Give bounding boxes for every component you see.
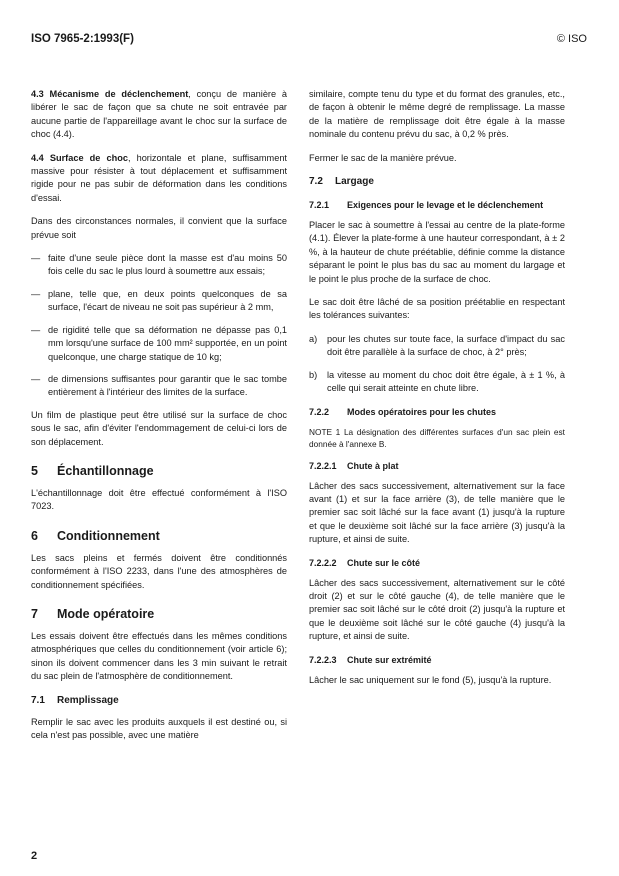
section-number: 7.2.1 xyxy=(309,200,330,211)
left-column xyxy=(31,88,287,752)
section-7-2-1-text-2: Le sac doit être lâché de sa position préétablie en respectant les tolérances suivantes: xyxy=(309,297,565,321)
section-number: 7.2.2.1 xyxy=(309,460,337,471)
requirement-list xyxy=(31,252,287,400)
paragraph-film: Un film de plastique peut être utilisé sur la surface de choc sous le sac, afin d'éviter l'endommagement de celui-ci lors de son déplacement. xyxy=(31,409,287,447)
paragraph-4-4 xyxy=(31,152,287,206)
section-title: Exigences pour le levage et le déclenchement xyxy=(347,200,544,211)
text-4-3: , conçu de manière à libérer le sac de façon que sa chute ne soit entravée par aucune partie de l'appareillage avant le choc sur la surface de choc (4.4). xyxy=(31,89,287,140)
term-4-4: 4.4 Surface de choc xyxy=(31,152,128,163)
section-number: 5 xyxy=(31,463,38,478)
dash-mark: — xyxy=(31,288,41,299)
section-7-2-2-heading xyxy=(309,406,565,419)
section-7-1-text: Remplir le sac avec les produits auxquels il est destiné ou, si cela n'est pas possible, avec une matière xyxy=(31,716,287,740)
section-number: 7.2.2.3 xyxy=(309,654,337,665)
section-title: Remplissage xyxy=(57,694,119,706)
list-item-text: pour les chutes sur toute face, la surface d'impact du sac doit être parallèle à la surface de choc, à 2° près; xyxy=(327,333,565,358)
list-item xyxy=(309,369,565,396)
list-item-text: de dimensions suffisantes pour garantir que le sac tombe entièrement à l'intérieur des limites de la surface. xyxy=(48,373,287,398)
section-number: 6 xyxy=(31,528,38,543)
section-title: Mode opératoire xyxy=(57,606,155,621)
section-title: Largage xyxy=(335,176,374,188)
item-mark: a) xyxy=(309,333,318,344)
section-7-2-heading xyxy=(309,175,565,189)
section-7-1-heading xyxy=(31,694,287,708)
section-7-2-1-text-1: Placer le sac à soumettre à l'essai au centre de la plate-forme (4.1). Élever la plate-forme à une hauteur correspondant, à ± 2 %, à la hauteur de chute préétablie, définie comme la distance séparant le point le plus bas du sac au moment du largage et le point le plus proche de la surface de choc. xyxy=(309,220,565,284)
right-column xyxy=(309,88,565,697)
list-item xyxy=(31,288,287,315)
section-7-2-2-1-text: Lâcher des sacs successivement, alternativement sur la face avant (1) et sur la face arrière (3), de telle manière que le premier sac soit lâché sur la face avant (1) jusqu'à la rupture et que le deuxième soit lâché sur la face arrière (3) jusqu'à la rupture, et ainsi de suite. xyxy=(309,480,565,545)
section-7-2-2-1-heading xyxy=(309,460,565,473)
section-7-text: Les essais doivent être effectués dans les mêmes conditions atmosphériques que celles du conditionnement (voir article 6); sinon ils doivent commencer dans les 3 min suivant le retrait du sac plein de l'atmosphère de conditionnement. xyxy=(31,630,287,682)
paragraph-normal: Dans des circonstances normales, il convient que la surface prévue soit xyxy=(31,216,287,240)
paragraph-4-3 xyxy=(31,88,287,142)
dash-mark: — xyxy=(31,373,41,384)
list-item xyxy=(309,333,565,360)
section-title: Modes opératoires pour les chutes xyxy=(347,406,497,417)
document-id: ISO 7965-2:1993(F) xyxy=(31,33,134,45)
continued-text: similaire, compte tenu du type et du format des granules, etc., de façon à obtenir le même degré de remplissage. La masse de la matière de remplissage doit être égale à la masse nominale du contenu prévu du sac, à 0,2 % près. xyxy=(309,89,565,140)
section-number: 7 xyxy=(31,606,38,621)
section-6-heading xyxy=(31,528,287,544)
list-item xyxy=(31,252,287,279)
section-number: 7.2 xyxy=(309,176,323,188)
note-1: NOTE 1 La désignation des différentes surfaces d'un sac plein est donnée à l'annexe B. xyxy=(309,426,565,449)
section-7-2-2-3-text: Lâcher le sac uniquement sur le fond (5), jusqu'à la rupture. xyxy=(309,674,552,685)
section-6-text: Les sacs pleins et fermés doivent être conditionnés conformément à l'ISO 2233, dans l'une des atmosphères de conditionnement spécifiées. xyxy=(31,552,287,590)
tolerance-list xyxy=(309,333,565,396)
section-7-2-2-2-heading xyxy=(309,557,565,570)
section-5-heading xyxy=(31,463,287,479)
section-5-text: L'échantillonnage doit être effectué conformément à l'ISO 7023. xyxy=(31,487,287,512)
text-4-4: , horizontale et plane, suffisamment massive pour résister à tout déplacement et suffisamment rigide pour ne pas subir de déformation dans les conditions d'essai. xyxy=(31,152,287,203)
section-title: Chute à plat xyxy=(347,460,399,471)
section-number: 7.1 xyxy=(31,694,45,706)
section-title: Chute sur le côté xyxy=(347,557,421,568)
list-item-text: faite d'une seule pièce dont la masse est d'au moins 50 fois celle du sac le plus lourd à soumettre aux essais; xyxy=(48,253,287,277)
section-7-2-2-2-text: Lâcher des sacs successivement, alternativement sur le côté droit (2) et sur le côté gauche (4), de telle manière que le premier sac soit lâché sur le côté droit (2) jusqu'à la rupture et que le deuxième soit lâché sur le côté gauche (4) jusqu'à la rupture, et ainsi de suite. xyxy=(309,577,565,642)
list-item-text: de rigidité telle que sa déformation ne dépasse pas 0,1 mm lorsqu'une surface de 100 mm² supportée, en un point quelconque, une charge statique de 10 kg; xyxy=(48,324,287,362)
copyright: © ISO xyxy=(556,33,587,45)
section-title: Échantillonnage xyxy=(57,463,154,478)
section-number: 7.2.2 xyxy=(309,406,330,417)
section-7-heading xyxy=(31,606,287,622)
term-4-3: 4.3 Mécanisme de déclenchement xyxy=(31,89,189,99)
list-item xyxy=(31,324,287,364)
fermer-text: Fermer le sac de la manière prévue. xyxy=(309,152,457,163)
section-title: Conditionnement xyxy=(57,528,160,543)
section-7-2-1-heading xyxy=(309,199,565,212)
list-item-text: plane, telle que, en deux points quelconques de sa surface, l'écart de niveau ne soit pas supérieur à 2 mm, xyxy=(48,288,287,313)
list-item xyxy=(31,373,287,400)
section-number: 7.2.2.2 xyxy=(309,557,337,568)
page-number: 2 xyxy=(31,850,38,862)
section-title: Chute sur extrémité xyxy=(347,654,432,665)
dash-mark: — xyxy=(31,253,41,264)
item-mark: b) xyxy=(309,369,318,380)
list-item-text: la vitesse au moment du choc doit être égale, à ± 1 %, à celle qui serait atteinte en chute libre. xyxy=(327,369,565,394)
section-7-2-2-3-heading xyxy=(309,654,565,667)
dash-mark: — xyxy=(31,324,41,335)
